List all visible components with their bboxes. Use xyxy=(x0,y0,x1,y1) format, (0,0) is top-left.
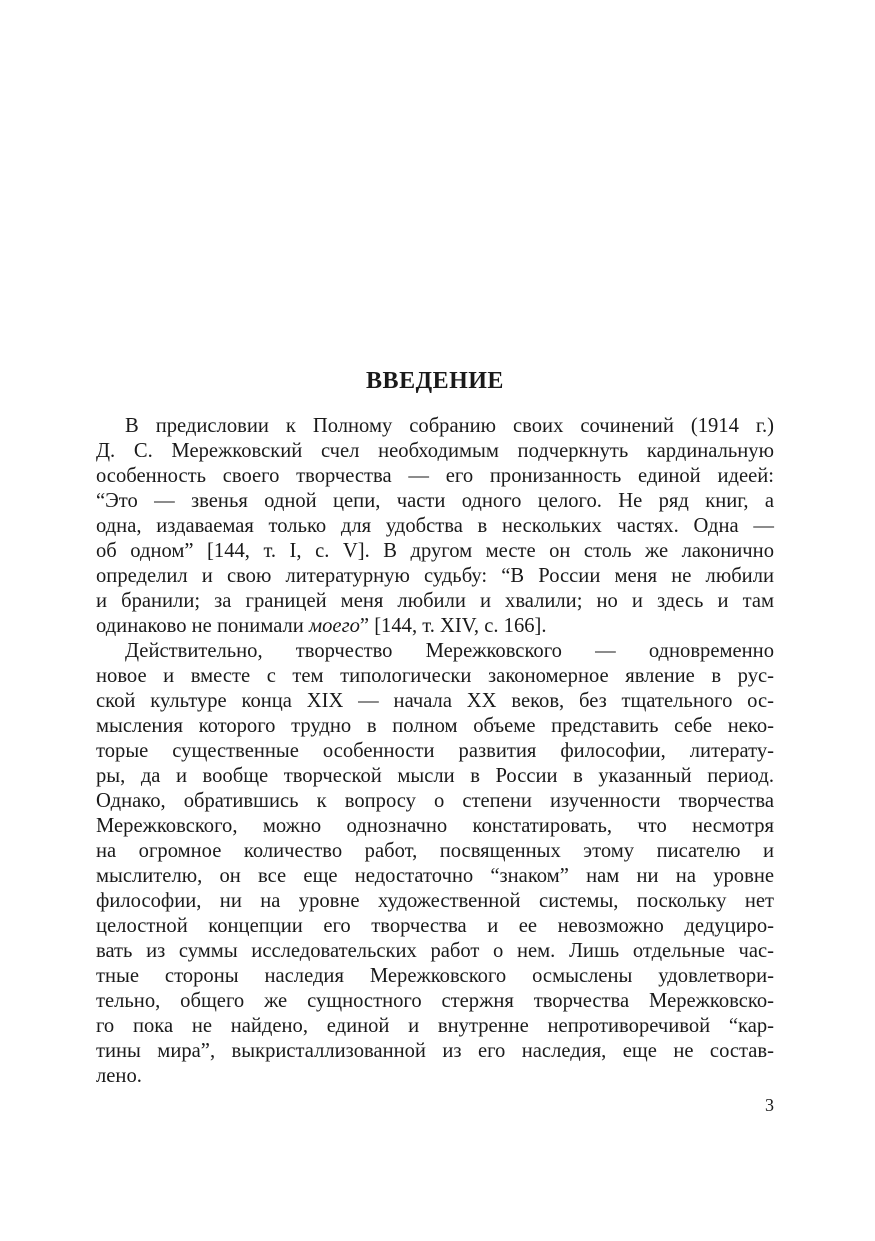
text-line: вать из суммы исследовательских работ о нем. Лишь отдельные час- xyxy=(96,940,774,962)
text-line: Действительно, творчество Мережковского — одновременно xyxy=(125,640,774,662)
paragraph-2 xyxy=(96,639,774,1089)
text-line: тные стороны наследия Мережковского осмыслены удовлетвори- xyxy=(96,965,774,987)
text-line: мыслителю, он все еще недостаточно “знаком” нам ни на уровне xyxy=(96,865,774,887)
text-line: Д. С. Мережковский счел необходимым подчеркнуть кардинальную xyxy=(96,440,774,462)
text-line: ской культуре конца XIX — начала XX веков, без тщательного ос- xyxy=(96,690,774,712)
text-line: Мережковского, можно однозначно констатировать, что несмотря xyxy=(96,815,774,837)
text-line: мысления которого трудно в полном объеме представить себе неко- xyxy=(96,715,774,737)
italic-word: моего xyxy=(308,615,360,637)
body-text xyxy=(96,414,774,1089)
text-line: и бранили; за границей меня любили и хвалили; но и здесь и там xyxy=(96,590,774,612)
text-line-last: лено. xyxy=(96,1065,142,1087)
text-line: на огромное количество работ, посвященных этому писателю и xyxy=(96,840,774,862)
text-line: тельно, общего же сущностного стержня творчества Мережковско- xyxy=(96,990,774,1012)
text-segment: одинаково не понимали xyxy=(96,615,309,637)
text-line: тины мира”, выкристаллизованной из его наследия, еще не состав- xyxy=(96,1040,774,1062)
text-line: торые существенные особенности развития философии, литерату- xyxy=(96,740,774,762)
text-segment: ” [144, т. XIV, с. 166]. xyxy=(359,615,547,637)
text-line: новое и вместе с тем типологически закономерное явление в рус- xyxy=(96,665,774,687)
text-line: одна, издаваемая только для удобства в нескольких частях. Одна — xyxy=(96,515,774,537)
text-line: определил и свою литературную судьбу: “В России меня не любили xyxy=(96,565,774,587)
paragraph-1 xyxy=(96,414,774,639)
text-line: целостной концепции его творчества и ее невозможно дедуциро- xyxy=(96,915,774,937)
chapter-title: ВВЕДЕНИЕ xyxy=(366,368,504,394)
text-line: го пока не найдено, единой и внутренне непротиворечивой “кар- xyxy=(96,1015,774,1037)
text-line: особенность своего творчества — его пронизанность единой идеей: xyxy=(96,465,774,487)
text-line: ры, да и вообще творческой мысли в России в указанный период. xyxy=(96,765,774,787)
text-line: Однако, обратившись к вопросу о степени изученности творчества xyxy=(96,790,774,812)
text-line: В предисловии к Полному собранию своих сочинений (1914 г.) xyxy=(125,415,774,437)
text-line: “Это — звенья одной цепи, части одного целого. Не ряд книг, а xyxy=(96,490,774,512)
text-line: об одном” [144, т. I, с. V]. В другом месте он столь же лаконично xyxy=(96,540,774,562)
page-number: 3 xyxy=(765,1095,774,1115)
text-line: философии, ни на уровне художественной системы, поскольку нет xyxy=(96,890,774,912)
document-page xyxy=(96,0,774,1241)
text-line-last xyxy=(96,614,774,639)
